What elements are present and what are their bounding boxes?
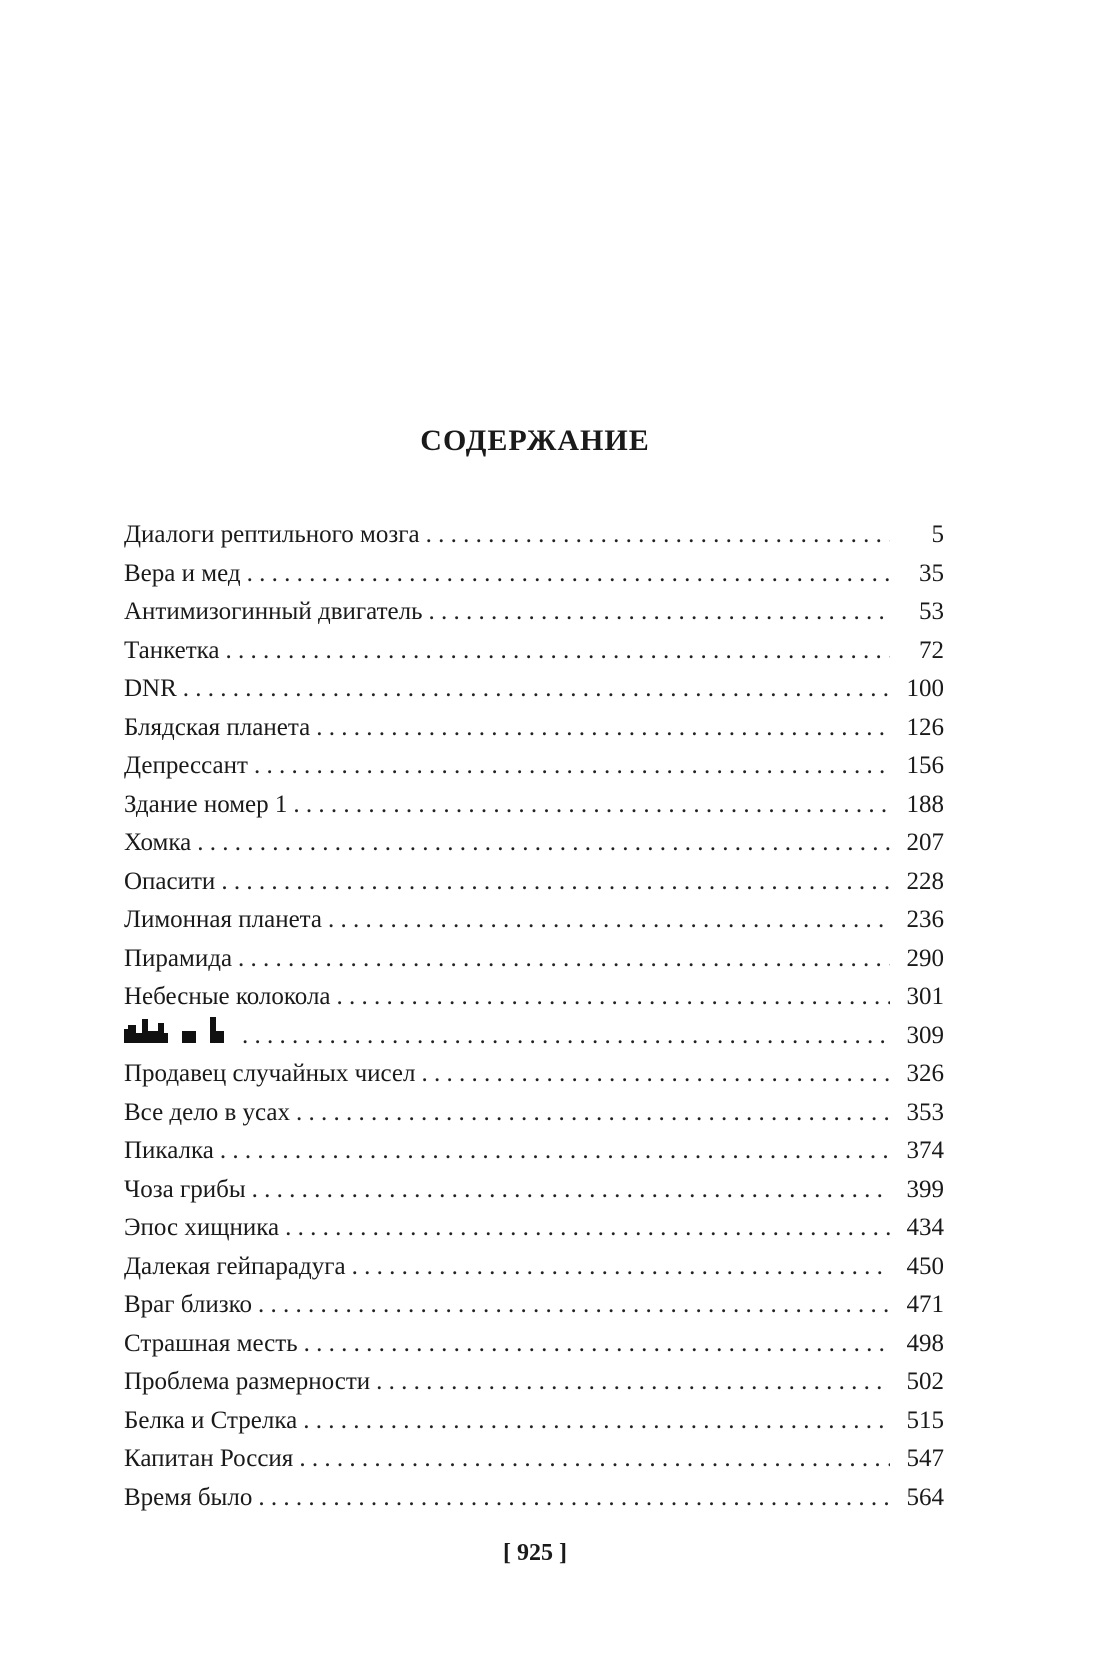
toc-entry-page: 515: [906, 1406, 944, 1434]
toc-entry-title: Здание номер 1: [124, 790, 288, 818]
toc-entry: [124, 747, 944, 786]
toc-entry: [124, 824, 944, 863]
toc-entry-title: Белка и Стрелка: [124, 1406, 298, 1434]
toc-entry: [124, 593, 944, 632]
toc-entry-title: Хомка: [124, 829, 192, 856]
dot-leader: [337, 978, 890, 1017]
toc-entry-page: 326: [906, 1060, 944, 1087]
dot-leader: [221, 863, 890, 902]
toc-entry-title: Блядская планета: [124, 713, 311, 741]
toc-entry: [124, 940, 944, 979]
toc-entry-title: Время было: [124, 1483, 253, 1511]
toc-entry-page: 290: [906, 944, 944, 972]
toc-entry-title: Далекая гейпарадуга: [124, 1252, 346, 1280]
toc-entry-page: 374: [906, 1137, 944, 1164]
toc-entry-title: Эпос хищника: [124, 1214, 280, 1241]
dot-leader: [258, 1286, 890, 1325]
toc-entry-page: 498: [906, 1329, 944, 1357]
toc-entry-page: 471: [906, 1291, 944, 1318]
toc-entry-title: Антимизогинный двигатель: [124, 598, 423, 625]
page-title: СОДЕРЖАНИЕ: [420, 424, 650, 457]
dot-leader: [429, 593, 891, 632]
toc-entry: [124, 1363, 944, 1402]
dot-leader: [303, 1402, 890, 1441]
dot-leader: [183, 670, 890, 709]
toc-entry-title: Пикалка: [124, 1137, 214, 1164]
toc-entry: [124, 1132, 944, 1171]
toc-entry-title: Небесные колокола: [124, 983, 331, 1010]
toc-entry-title: Танкетка: [124, 636, 220, 664]
toc-entry: [124, 632, 944, 671]
dot-leader: [238, 940, 890, 979]
toc-entry-page: 353: [906, 1098, 944, 1126]
toc-entry: [124, 1248, 944, 1287]
toc-entry-title: Диалоги рептильного мозга: [124, 521, 420, 548]
dot-leader: [285, 1209, 890, 1248]
toc-entry-page: 53: [919, 598, 944, 625]
toc-entry: [124, 786, 944, 825]
page-number: [ 925 ]: [503, 1540, 567, 1566]
dot-leader: [376, 1363, 890, 1402]
toc-entry: [124, 978, 944, 1017]
toc-entry-title: Все дело в усах: [124, 1098, 291, 1126]
toc-entry-title: Депрессант: [124, 752, 248, 779]
toc-entry-title: Продавец случайных чисел: [124, 1060, 416, 1087]
dot-leader: [242, 1017, 890, 1056]
toc-entry-title: Пирамида: [124, 944, 233, 972]
dot-leader: [352, 1248, 890, 1287]
toc-entry-page: 188: [906, 790, 944, 818]
pixel-glyph-title-icon: [124, 1017, 242, 1043]
toc-entry-page: 301: [906, 983, 944, 1010]
toc-entry-page: 450: [906, 1252, 944, 1280]
toc-entry-page: 207: [906, 829, 944, 856]
toc-entry: [124, 1479, 944, 1518]
toc-entry: [124, 709, 944, 748]
toc-entry-page: 399: [906, 1175, 944, 1203]
toc-entry-title: Лимонная планета: [124, 906, 323, 933]
dot-leader: [316, 709, 890, 748]
toc-entry-title: Опасити: [124, 867, 216, 895]
dot-leader: [299, 1440, 890, 1479]
dot-leader: [254, 747, 890, 786]
dot-leader: [426, 516, 890, 555]
dot-leader: [293, 786, 890, 825]
toc-entry-page: 100: [906, 675, 944, 702]
toc-entry: [124, 1055, 944, 1094]
dot-leader: [252, 1171, 890, 1210]
dot-leader: [247, 555, 890, 594]
dot-leader: [197, 824, 890, 863]
dot-leader: [220, 1132, 890, 1171]
dot-leader: [226, 632, 890, 671]
dot-leader: [422, 1055, 890, 1094]
table-of-contents: [124, 516, 944, 1517]
toc-entry-page: 35: [919, 559, 944, 587]
toc-entry: [124, 1094, 944, 1133]
toc-entry: [124, 516, 944, 555]
toc-entry-page: 156: [906, 752, 944, 779]
toc-entry: [124, 555, 944, 594]
dot-leader: [328, 901, 890, 940]
toc-entry-page: 236: [906, 906, 944, 933]
toc-entry: [124, 1209, 944, 1248]
toc-entry: [124, 1017, 944, 1056]
toc-entry-page: 547: [906, 1445, 944, 1472]
toc-entry-title: Вера и мед: [124, 559, 241, 587]
toc-entry-title: Проблема размерности: [124, 1368, 371, 1395]
toc-entry-title: DNR: [124, 675, 177, 702]
toc-entry-page: 564: [906, 1483, 944, 1511]
toc-entry-page: 434: [906, 1214, 944, 1241]
toc-entry: [124, 670, 944, 709]
dot-leader: [258, 1479, 890, 1518]
toc-entry: [124, 1171, 944, 1210]
toc-entry-page: 309: [906, 1021, 944, 1049]
toc-entry-title: Капитан Россия: [124, 1445, 294, 1472]
toc-entry-page: 72: [919, 636, 944, 664]
toc-entry-title: Враг близко: [124, 1291, 252, 1318]
toc-entry-page: 502: [906, 1368, 944, 1395]
dot-leader: [296, 1094, 890, 1133]
dot-leader: [304, 1325, 890, 1364]
toc-entry: [124, 1286, 944, 1325]
toc-entry-page: 5: [931, 521, 944, 548]
toc-entry-page: 126: [906, 713, 944, 741]
toc-entry: [124, 901, 944, 940]
toc-entry-title: Чоза грибы: [124, 1175, 246, 1203]
toc-entry: [124, 1325, 944, 1364]
toc-entry: [124, 863, 944, 902]
toc-entry: [124, 1440, 944, 1479]
toc-entry-title: Страшная месть: [124, 1329, 298, 1357]
toc-entry-page: 228: [906, 867, 944, 895]
toc-entry: [124, 1402, 944, 1441]
